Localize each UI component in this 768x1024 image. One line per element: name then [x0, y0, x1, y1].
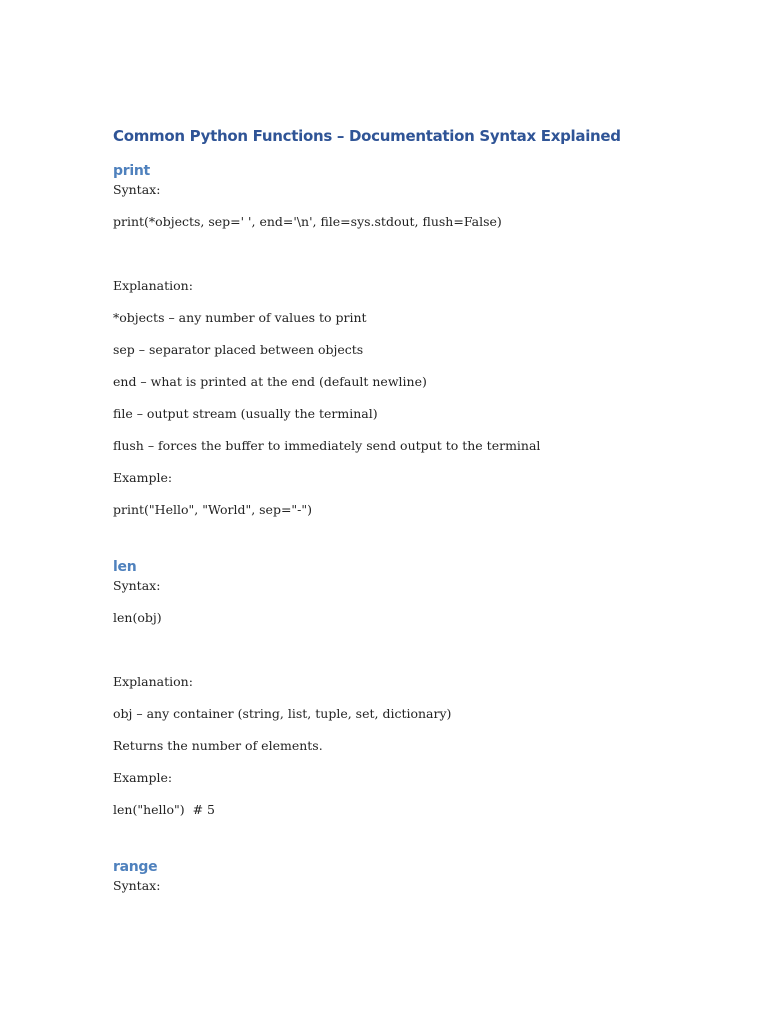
explanation-item: end – what is printed at the end (default newline): [113, 374, 427, 389]
spacer: [113, 818, 713, 844]
example-code: print("Hello", "World", sep="-"): [113, 502, 313, 517]
syntax-label: Syntax:: [113, 182, 161, 197]
explanation-item: sep – separator placed between objects: [113, 342, 364, 357]
section-range: [113, 856, 713, 894]
section-heading-len: len: [113, 559, 137, 575]
syntax-code: len(obj): [113, 610, 162, 625]
syntax-label: Syntax:: [113, 578, 161, 593]
spacer: [113, 518, 713, 544]
syntax-label: Syntax:: [113, 878, 161, 893]
example-label: Example:: [113, 770, 173, 785]
explanation-item: flush – forces the buffer to immediately send output to the terminal: [113, 438, 541, 453]
section-len: [113, 556, 713, 818]
syntax-code: print(*objects, sep=' ', end='\n', file=sys.stdout, flush=False): [113, 214, 502, 229]
example-label: Example:: [113, 470, 173, 485]
spacer: [113, 642, 713, 674]
document-body: [113, 124, 713, 894]
explanation-label: Explanation:: [113, 674, 193, 689]
explanation-label: Explanation:: [113, 278, 193, 293]
explanation-item: file – output stream (usually the terminal): [113, 406, 378, 421]
section-heading-range: range: [113, 859, 158, 875]
example-code: len("hello") # 5: [113, 802, 216, 817]
spacer: [113, 844, 713, 856]
explanation-item: *objects – any number of values to print: [113, 310, 367, 325]
page-title: Common Python Functions – Documentation Syntax Explained: [113, 127, 621, 145]
spacer: [113, 148, 713, 160]
section-heading-print: print: [113, 163, 150, 179]
explanation-item: obj – any container (string, list, tuple, set, dictionary): [113, 706, 452, 721]
spacer: [113, 246, 713, 278]
section-print: [113, 160, 713, 518]
spacer: [113, 544, 713, 556]
explanation-item: Returns the number of elements.: [113, 738, 323, 753]
